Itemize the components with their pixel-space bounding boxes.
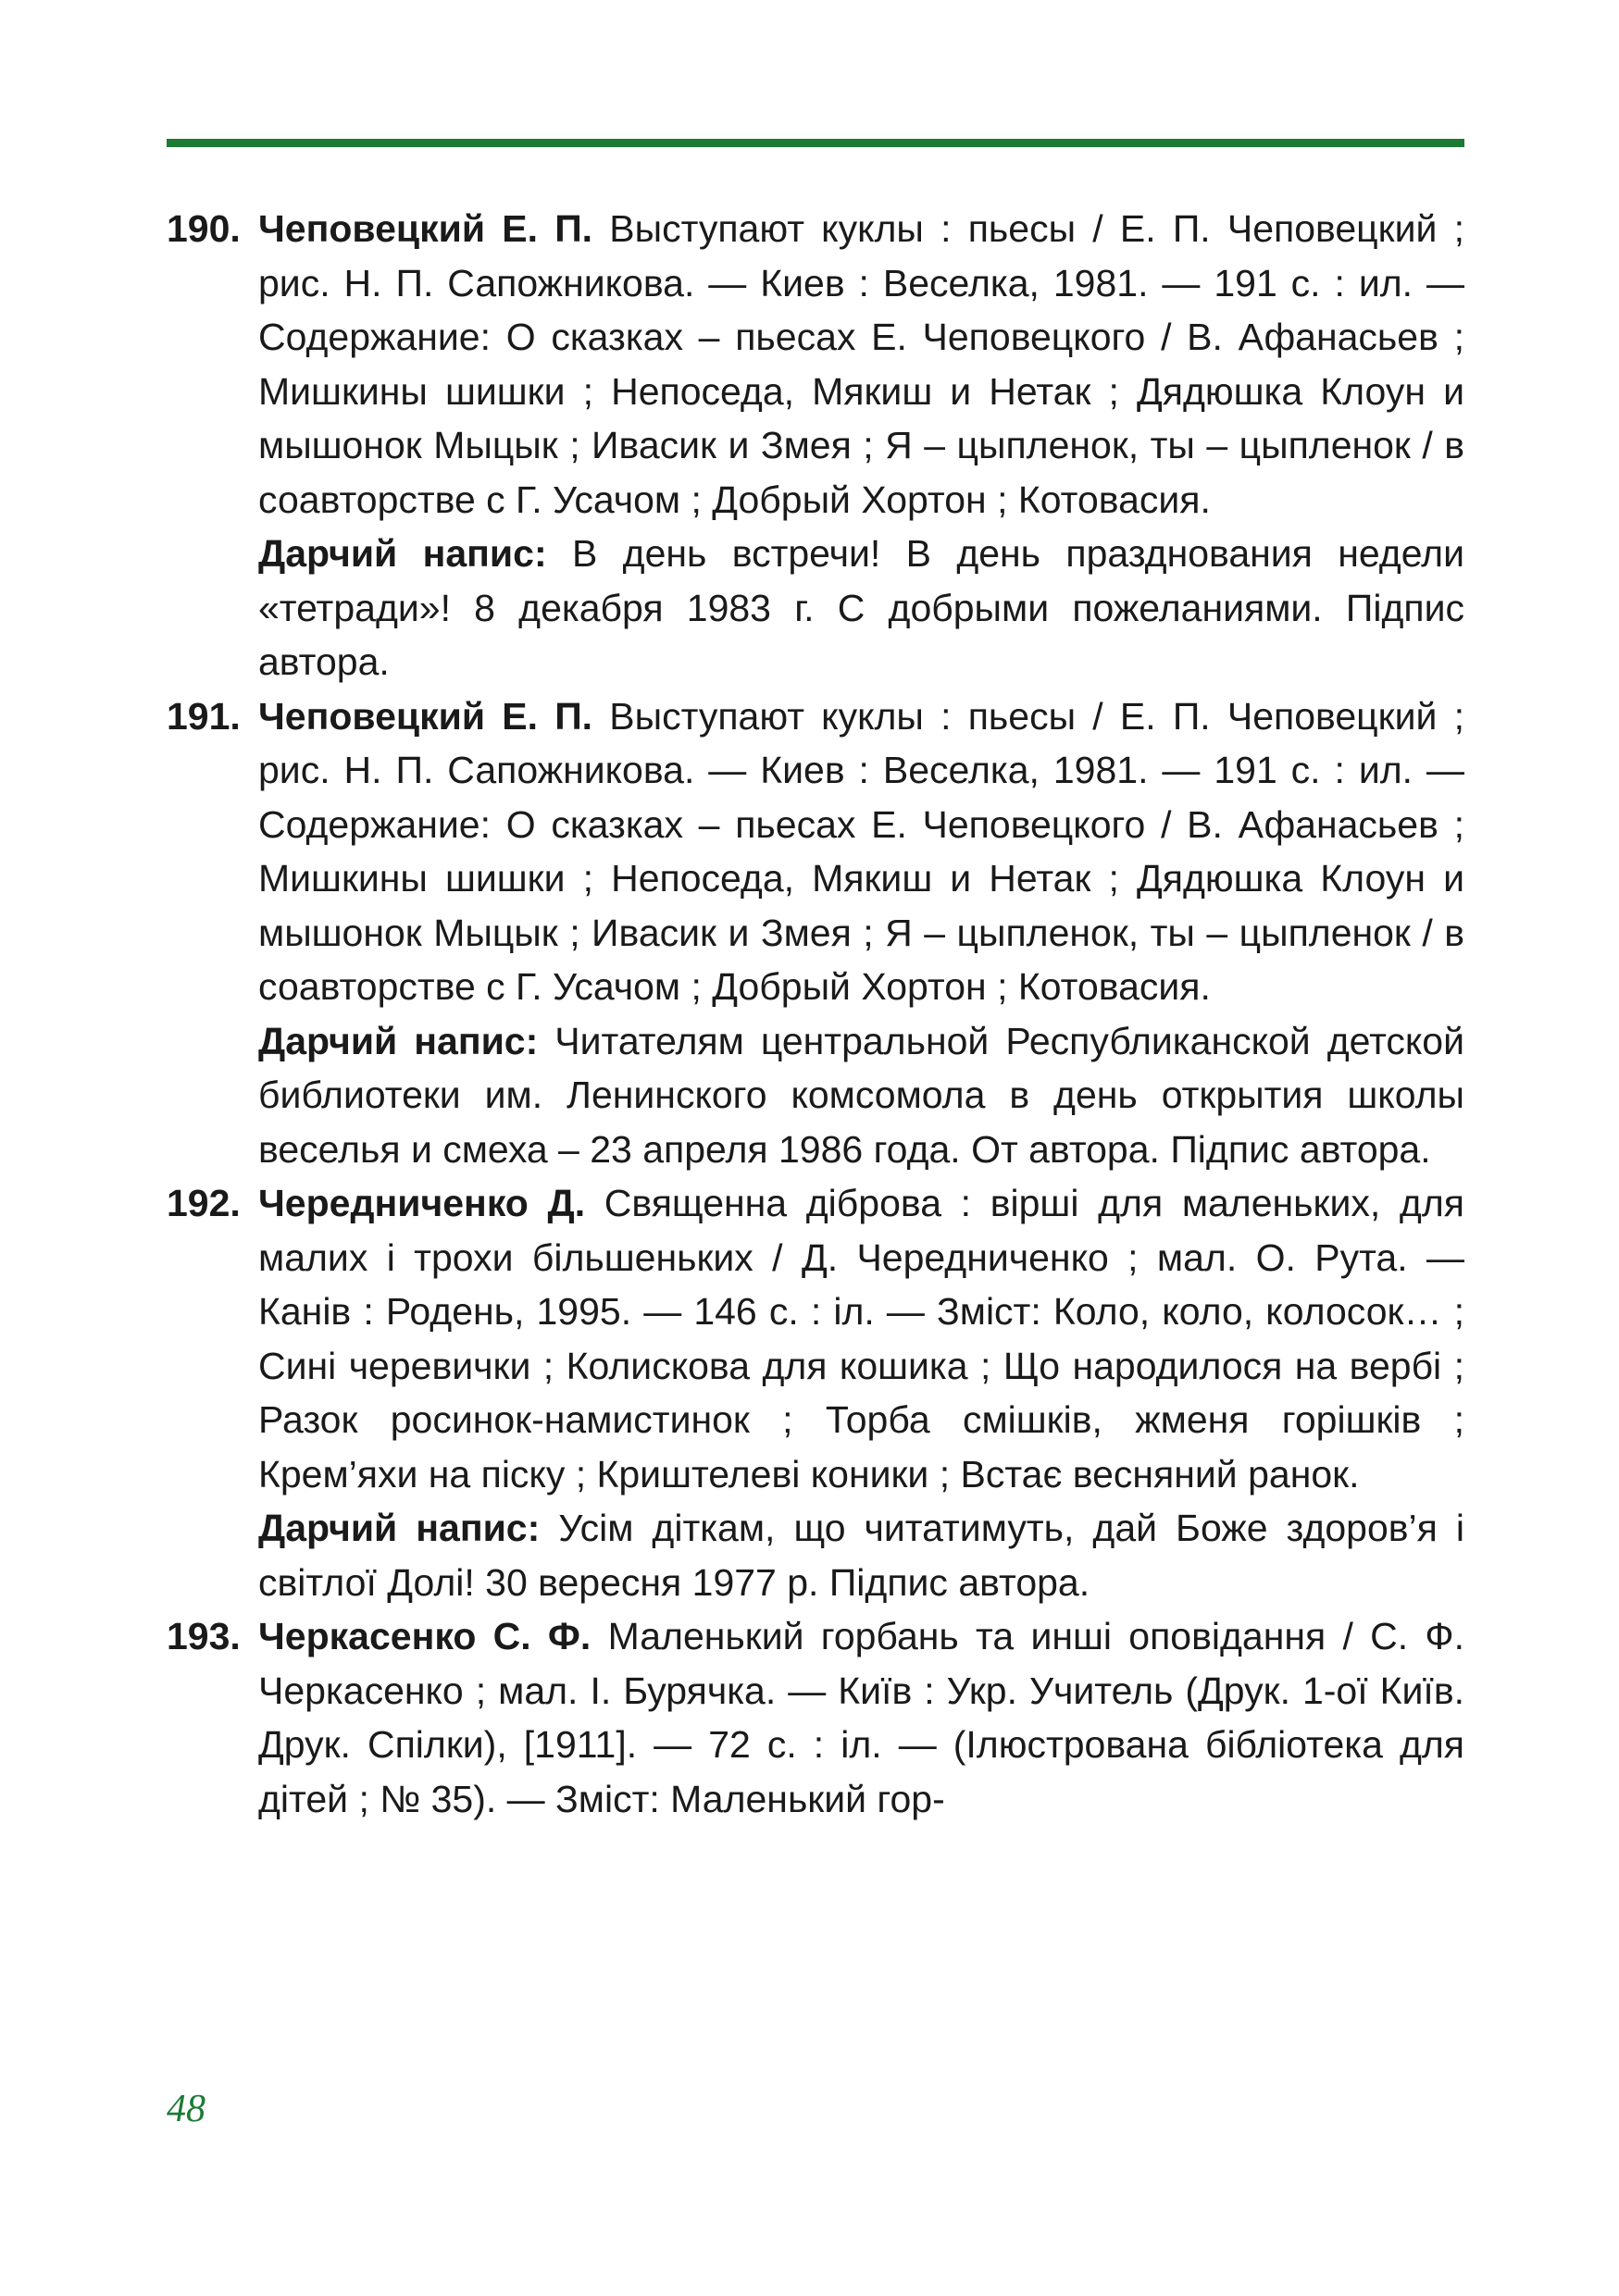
entry-body <box>258 202 1464 527</box>
entry-number: 191. <box>167 694 241 738</box>
bibliography-entry-192 <box>167 1176 1464 1609</box>
entry-dedication <box>258 1501 1464 1609</box>
entry-description: Священна діброва : вірші для маленьких, для малих і трохи більшеньких / Д. Чередниченко ; мал. О. Рута. — Канів : Родень, 1995. — 146 с. : іл. — Зміст: Коло, коло, колосок… ; Сині черевички ; Колискова для кошика ; Що народилося на вербі ; Разок росинок-намистинок ; Торба смішків, жменя горішків ; Крем’яхи на піску ; Криштелеві коники ; Встає весняний ранок. <box>258 1182 1464 1496</box>
entry-dedication <box>258 1014 1464 1177</box>
bibliography-entry-191 <box>167 689 1464 1177</box>
dedication-label: Дарчий напис: <box>258 1019 539 1062</box>
entry-description: Выступают куклы : пьесы / Е. П. Чеповецкий ; рис. Н. П. Сапожникова. — Киев : Веселка, 1981. — 191 с. : ил. — Содержание: О сказках – пьесах Е. Чеповецкого / В. Афанасьев ; Мишкины шишки ; Непоседа, Мякиш и Нетак ; Дядюшка Клоун и мышонок Мыцык ; Ивасик и Змея ; Я – цыпленок, ты – цыпленок / в соавторстве с Г. Усачом ; Добрый Хортон ; Котовасия. <box>258 207 1464 521</box>
entry-body <box>258 1609 1464 1826</box>
entry-number: 192. <box>167 1182 241 1224</box>
dedication-text: Читателям центральной Республиканской детской библиотеки им. Ленинского комсомола в день открытия школы веселья и смеха – 23 апреля 1986 года. От автора. Підпис автора. <box>258 1019 1464 1171</box>
entry-author: Чеповецкий Е. П. <box>258 207 593 250</box>
entry-description: Выступают куклы : пьесы / Е. П. Чеповецкий ; рис. Н. П. Сапожникова. — Киев : Веселка, 1981. — 191 с. : ил. — Содержание: О сказках – пьесах Е. Чеповецкого / В. Афанасьев ; Мишкины шишки ; Непоседа, Мякиш и Нетак ; Дядюшка Клоун и мышонок Мыцык ; Ивасик и Змея ; Я – цыпленок, ты – цыпленок / в соавторстве с Г. Усачом ; Добрый Хортон ; Котовасия. <box>258 694 1464 1008</box>
bibliography-entry-193 <box>167 1609 1464 1826</box>
entry-dedication <box>258 527 1464 689</box>
entry-author: Чеповецкий Е. П. <box>258 694 593 738</box>
entry-number: 190. <box>167 207 241 250</box>
bibliography-list <box>167 202 1464 1826</box>
entry-description: Маленький горбань та инші оповідання / С. Ф. Черкасенко ; мал. І. Бурячка. — Київ : Укр. Учитель (Друк. 1-ої Київ. Друк. Спілки), [1911]. — 72 с. : іл. — (Ілюстрована бібліотека для дітей ; № 35). — Зміст: Маленький гор- <box>258 1615 1464 1820</box>
entry-number: 193. <box>167 1615 241 1657</box>
dedication-label: Дарчий напис: <box>258 1507 541 1549</box>
dedication-text: В день встречи! В день празднования недели «тетради»! 8 декабря 1983 г. С добрыми пожеланиями. Підпис автора. <box>258 532 1464 683</box>
page-number: 48 <box>167 2088 205 2130</box>
entry-body <box>258 1176 1464 1501</box>
header-rule <box>167 139 1464 147</box>
dedication-text: Усім діткам, що читатимуть, дай Боже здоров’я і світлої Долі! 30 вересня 1977 р. Підпис автора. <box>258 1507 1464 1604</box>
bibliography-entry-190 <box>167 202 1464 689</box>
entry-author: Чередниченко Д. <box>258 1182 586 1224</box>
entry-body <box>258 689 1464 1014</box>
entry-author: Черкасенко С. Ф. <box>258 1615 592 1657</box>
dedication-label: Дарчий напис: <box>258 532 547 575</box>
